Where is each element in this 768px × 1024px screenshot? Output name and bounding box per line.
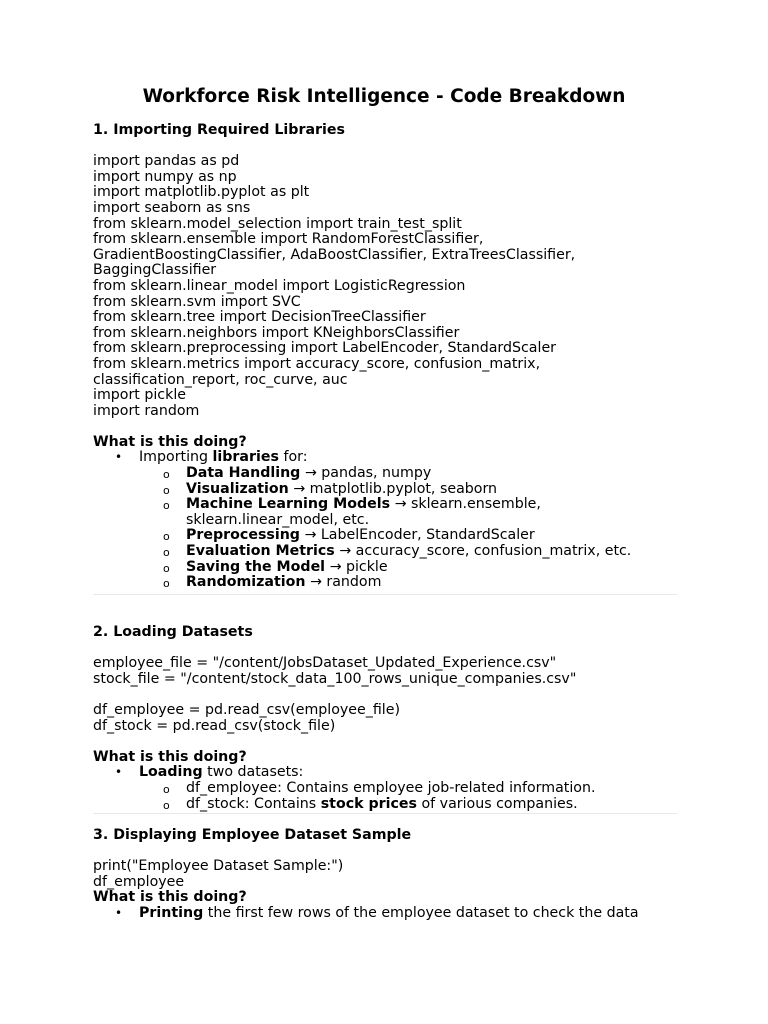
section-heading: 2. Loading Datasets [93,624,253,640]
page-title: Workforce Risk Intelligence - Code Breakdown [142,86,626,107]
sub-list-item: o Data Handling → pandas, numpy [163,465,432,482]
circle-bullet-icon: o [163,782,170,796]
what-is-this-label: What is this doing? [93,748,247,765]
bullet-list [93,450,683,590]
circle-bullet-icon: o [163,546,170,560]
bullet-list [93,765,683,812]
circle-bullet-icon: o [163,577,170,591]
bullet-icon: • [115,905,123,920]
sub-list-item: o Machine Learning Models → sklearn.ensemble, sklearn.linear_model, etc. [163,496,541,528]
sub-list-item: o Visualization → matplotlib.pyplot, seaborn [163,480,498,497]
sub-list-item: o df_employee: Contains employee job-related information. [163,779,596,796]
sub-list-item: o df_stock: Contains stock prices of various companies. [163,795,578,812]
section-heading: 1. Importing Required Libraries [93,122,345,138]
sub-list [139,466,683,591]
circle-bullet-icon: o [163,530,170,544]
code-block: import pandas as pd import numpy as np import matplotlib.pyplot as plt import seaborn as sns from sklearn.model_selection import train_test_split from sklearn.ensemble import RandomForestClassifier, GradientBoostingClassifier, AdaBoostClassifier, ExtraTreesClassifier, BaggingClassifier from sklearn.linear_model import LogisticRegression from sklearn.svm import SVC from sklearn.tree import DecisionTreeClassifier from sklearn.neighbors import KNeighborsClassifier from sklearn.preprocessing import LabelEncoder, StandardScaler from sklearn.metrics import accuracy_score, confusion_matrix, classification_report, roc_curve, auc import pickle import random [93,153,576,419]
what-is-this-label: What is this doing? [93,433,247,450]
sub-list-item: o Randomization → random [163,574,382,591]
list-item: • Importing libraries for: o Data Handling → pandas, numpy o Visualization → matplotlib.pyplot, seaborn o Machine Learning Models → sklearn.ensemble, sklearn.linear_model, etc. o Preprocessing → LabelEncoder, StandardScaler o Evaluation Metrics → accuracy_score, confusion_matrix, etc. o Saving the Model → pickle o Randomization → random [93,450,683,590]
bullet-icon: • [115,450,123,465]
section-imports [93,123,683,591]
code-block: print("Employee Dataset Sample:") df_employee [93,858,344,890]
section-display-sample [93,828,683,922]
divider [93,813,677,814]
sub-list [139,781,683,812]
list-item: • Loading two datasets: o df_employee: Contains employee job-related information. o df_stock: Contains stock prices of various companies. [93,765,683,812]
code-block: employee_file = "/content/JobsDataset_Updated_Experience.csv" stock_file = "/content/stock_data_100_rows_unique_companies.csv" df_employee = pd.read_csv(employee_file) df_stock = pd.read_csv(stock_file) [93,655,577,734]
circle-bullet-icon: o [163,483,170,497]
divider [93,594,677,595]
sub-list-item: o Saving the Model → pickle [163,558,388,575]
circle-bullet-icon: o [163,798,170,812]
sub-list-item: o Preprocessing → LabelEncoder, StandardScaler [163,527,535,544]
circle-bullet-icon: o [163,499,170,513]
circle-bullet-icon: o [163,468,170,482]
bullet-icon: • [115,765,123,780]
bullet-list [93,906,683,922]
list-item: • Printing the first few rows of the employee dataset to check the data [115,904,639,921]
sub-list-item: o Evaluation Metrics → accuracy_score, confusion_matrix, etc. [163,543,632,560]
circle-bullet-icon: o [163,561,170,575]
section-loading-datasets [93,625,683,812]
what-is-this-label: What is this doing? [93,889,247,906]
section-heading: 3. Displaying Employee Dataset Sample [93,827,412,843]
